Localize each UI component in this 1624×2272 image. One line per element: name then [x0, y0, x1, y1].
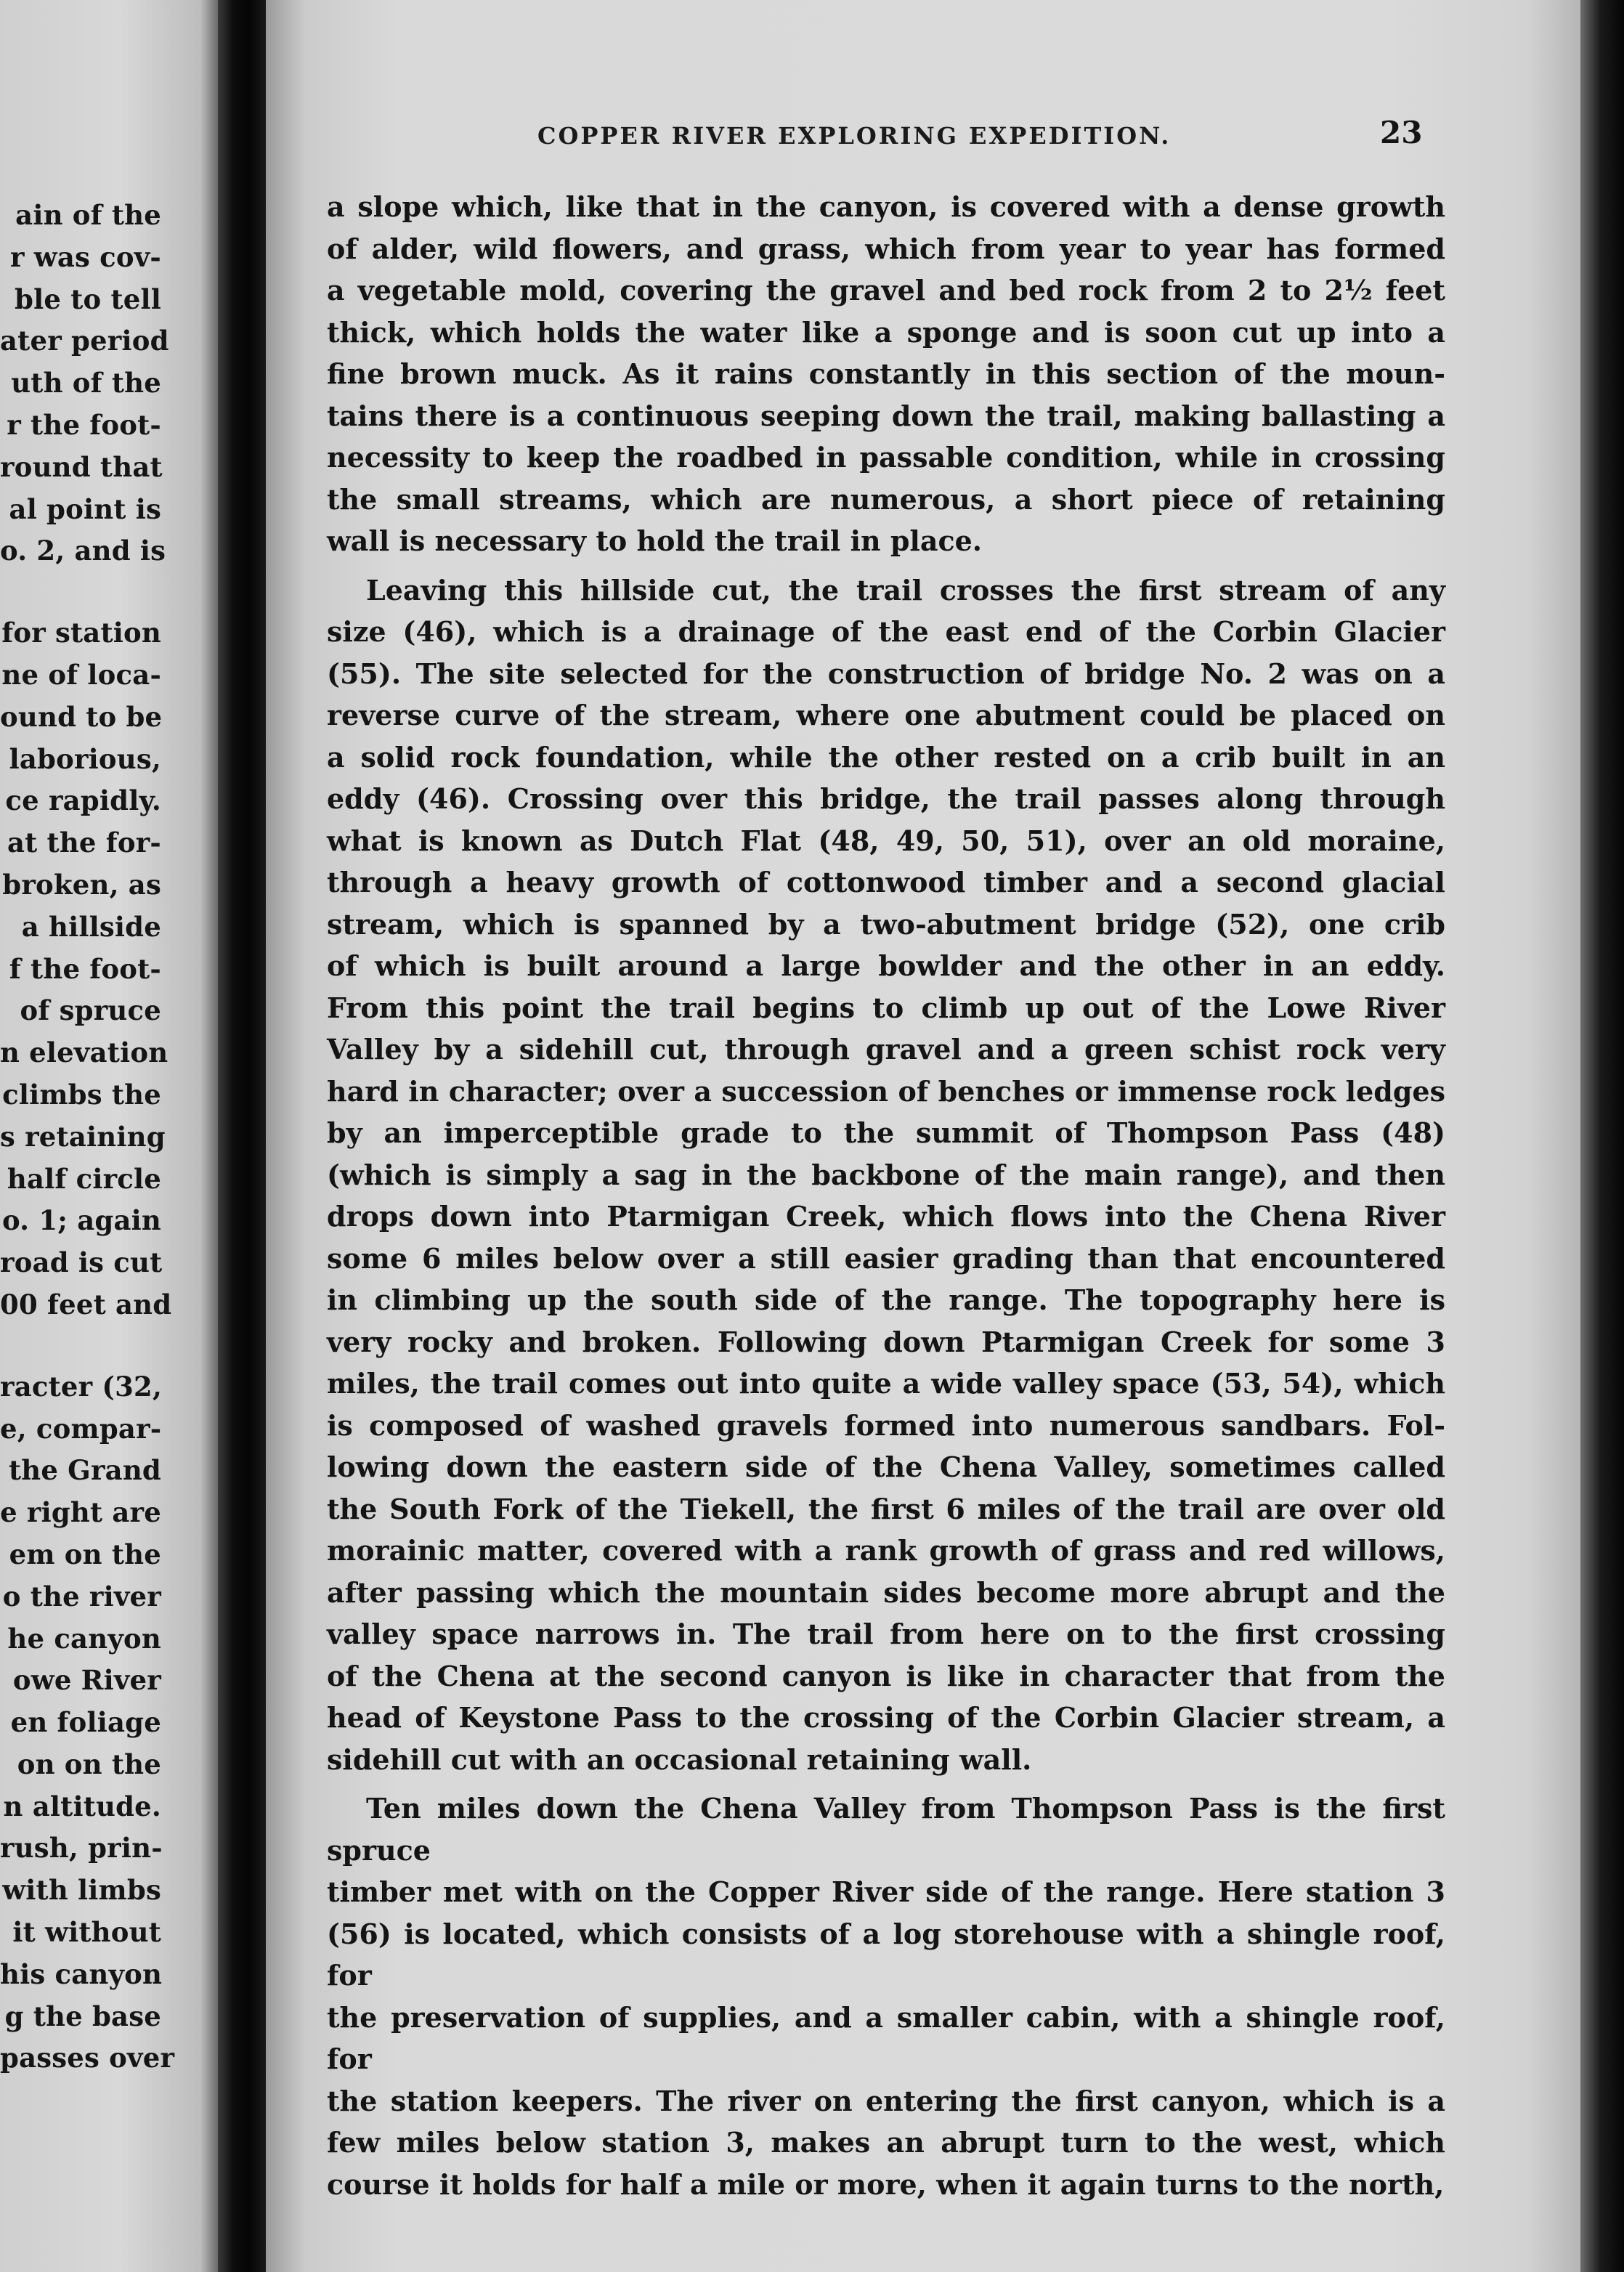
text-line: sidehill cut with an occasional retaining wall. — [327, 1742, 1032, 1776]
text-line: of the Chena at the second canyon is like in character that from the — [327, 1659, 1445, 1692]
left-page-line: en foliage — [10, 1706, 161, 1739]
left-page-line: f the foot- — [9, 952, 161, 985]
text-line: wall is necessary to hold the trail in place. — [327, 524, 983, 557]
text-line: by an imperceptible grade to the summit of Thompson Pass (48) — [327, 1116, 1445, 1149]
text-line: in climbing up the south side of the range. The topography here is — [327, 1283, 1445, 1316]
left-page-blank-line — [0, 1326, 161, 1366]
left-page-line: s retaining — [0, 1120, 166, 1153]
left-page-line: o. 2, and is — [0, 535, 166, 567]
left-page-blank-line — [0, 572, 161, 612]
text-line: (which is simply a sag in the backbone of the main range), and then — [327, 1158, 1445, 1191]
text-line: thick, which holds the water like a sponge and is soon cut up into a — [327, 315, 1445, 349]
text-line: lowing down the eastern side of the Chena Valley, sometimes called — [327, 1451, 1445, 1483]
text-line: few miles below station 3, makes an abrupt turn to the west, which — [327, 2126, 1445, 2159]
text-line: the small streams, which are numerous, a short piece of retaining — [327, 482, 1445, 516]
left-page-line: climbs the — [2, 1078, 161, 1111]
left-page-line: 00 feet and — [0, 1288, 172, 1320]
left-page-line: road is cut — [0, 1246, 163, 1279]
text-line: morainic matter, covered with a rank growth of grass and red willows, — [327, 1534, 1445, 1567]
left-page-line: ne of loca- — [1, 658, 161, 691]
left-page-line: a hillside — [21, 910, 161, 943]
text-line: a vegetable mold, covering the gravel and bed rock from 2 to 2½ feet — [327, 274, 1445, 307]
left-page-text-column — [0, 195, 175, 2080]
left-page-line: round that — [0, 450, 163, 483]
text-line: eddy (46). Crossing over this bridge, the trail passes along through — [327, 782, 1445, 815]
left-page-line: uth of the — [11, 367, 161, 399]
left-page-line: his canyon — [0, 1957, 163, 1990]
paragraph — [327, 1788, 1445, 2205]
text-line: Leaving this hillside cut, the trail crosses the first stream of any — [366, 573, 1445, 606]
text-line: course it holds for half a mile or more, when it again turns to the north, — [327, 2167, 1445, 2201]
left-page-line: it without — [12, 1916, 161, 1949]
text-line: miles, the trail comes out into quite a wide valley space (53, 54), which — [327, 1367, 1445, 1400]
left-page-line: r the foot- — [7, 408, 161, 441]
left-page-line: on on the — [17, 1748, 161, 1780]
text-line: of alder, wild flowers, and grass, which from year to year has formed — [327, 232, 1445, 265]
text-line: drops down into Ptarmigan Creek, which flows into the Chena River — [327, 1200, 1445, 1233]
text-line: tains there is a continuous seeping down the trail, making ballasting a — [327, 399, 1445, 432]
text-line: hard in character; over a succession of benches or immense rock ledges — [327, 1074, 1445, 1108]
left-page-fragment — [0, 0, 218, 2272]
left-page-line: ain of the — [15, 199, 161, 231]
left-page-line: ound to be — [0, 700, 163, 733]
text-line: timber met with on the Copper River side of the range. Here station 3 — [327, 1875, 1445, 1908]
left-page-line: ble to tell — [15, 283, 161, 315]
left-page-line: half circle — [7, 1162, 161, 1195]
text-line: the South Fork of the Tiekell, the first 6 miles of the trail are over old — [327, 1492, 1445, 1525]
left-page-line: r was cov- — [10, 240, 161, 273]
text-line: is composed of washed gravels formed into numerous sandbars. Fol- — [327, 1408, 1445, 1442]
body-text — [327, 186, 1445, 2205]
left-page-line: e, compar- — [0, 1412, 162, 1445]
left-page-line: rush, prin- — [0, 1832, 163, 1865]
left-page-line: o the river — [2, 1580, 161, 1612]
left-page-line: al point is — [9, 492, 161, 525]
text-line: the station keepers. The river on entering the first canyon, which is a — [327, 2084, 1445, 2117]
text-line: after passing which the mountain sides become more abrupt and the — [327, 1575, 1445, 1609]
left-page-line: of spruce — [20, 994, 161, 1027]
left-page-line: at the for- — [7, 827, 161, 859]
left-page-line: broken, as — [2, 868, 161, 901]
left-page-line: he canyon — [7, 1622, 161, 1655]
text-line: some 6 miles below over a still easier grading than that encountered — [327, 1241, 1445, 1275]
text-line: a solid rock foundation, while the other rested on a crib built in an — [327, 740, 1445, 774]
paragraph — [327, 569, 1445, 1781]
text-line: through a heavy growth of cottonwood timber and a second glacial — [327, 866, 1445, 898]
left-page-line: the Grand — [8, 1454, 161, 1487]
left-page-line: passes over — [0, 2042, 175, 2074]
left-page-line: racter (32, — [0, 1370, 163, 1403]
text-line: (56) is located, which consists of a log storehouse with a shingle roof, for — [327, 1917, 1445, 1992]
text-line: a slope which, like that in the canyon, is covered with a dense growth — [327, 190, 1445, 223]
left-page-line: n elevation — [0, 1036, 169, 1069]
left-page-line: ater period — [0, 325, 169, 357]
text-line: very rocky and broken. Following down Ptarmigan Creek for some 3 — [327, 1325, 1445, 1358]
text-line: valley space narrows in. The trail from here on to the first crossing — [327, 1618, 1445, 1650]
left-page-line: e right are — [0, 1496, 161, 1529]
text-line: necessity to keep the roadbed in passable condition, while in crossing — [327, 441, 1445, 474]
left-page-line: with limbs — [2, 1874, 161, 1907]
text-line: From this point the trail begins to climb up out of the Lowe River — [327, 991, 1445, 1024]
text-line: what is known as Dutch Flat (48, 49, 50, 51), over an old moraine, — [327, 824, 1445, 857]
text-line: Ten miles down the Chena Valley from Thompson Pass is the first spruce — [327, 1792, 1445, 1867]
left-page-line: laborious, — [9, 742, 161, 775]
left-page-line: n altitude. — [3, 1790, 161, 1822]
text-line: stream, which is spanned by a two-abutment bridge (52), one crib — [327, 907, 1445, 941]
text-line: head of Keystone Pass to the crossing of the Corbin Glacier stream, a — [327, 1701, 1445, 1734]
left-page-line: for station — [1, 617, 161, 649]
text-line: Valley by a sidehill cut, through gravel and a green schist rock very — [327, 1033, 1445, 1066]
paragraph — [327, 186, 1445, 562]
text-line: the preservation of supplies, and a smaller cabin, with a shingle roof, for — [327, 2000, 1445, 2075]
binding-gutter — [218, 0, 269, 2272]
page-number: 23 — [1380, 115, 1423, 150]
left-page-line: ce rapidly. — [5, 784, 161, 817]
left-page-line: g the base — [4, 2000, 161, 2032]
page-edge-shadow — [1580, 0, 1624, 2272]
left-page-line: em on the — [9, 1538, 161, 1570]
text-line: fine brown muck. As it rains constantly in this section of the moun- — [327, 357, 1445, 390]
left-page-line: o. 1; again — [1, 1204, 161, 1237]
text-line: (55). The site selected for the construction of bridge No. 2 was on a — [327, 657, 1445, 690]
text-line: of which is built around a large bowlder and the other in an eddy. — [327, 949, 1445, 982]
text-line: size (46), which is a drainage of the east end of the Corbin Glacier — [327, 615, 1445, 648]
running-head: COPPER RIVER EXPLORING EXPEDITION. — [537, 122, 1172, 150]
left-page-line: owe River — [12, 1664, 161, 1697]
text-line: reverse curve of the stream, where one abutment could be placed on — [327, 699, 1445, 731]
